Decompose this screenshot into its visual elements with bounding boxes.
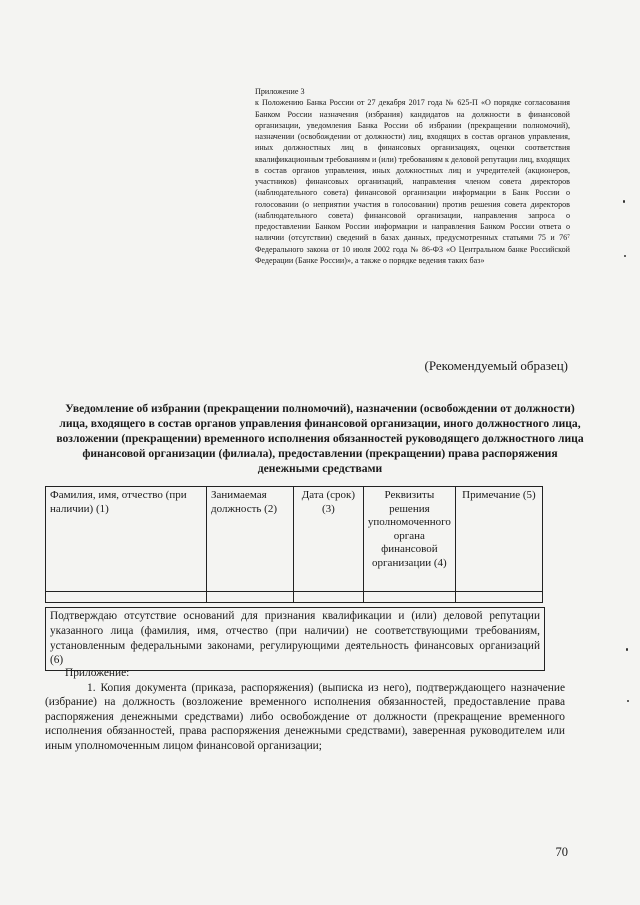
page-number: 70 bbox=[555, 845, 568, 859]
table-cell bbox=[207, 592, 294, 603]
header-note: Примечание (5) bbox=[455, 487, 542, 592]
attachment-item: 1. Копия документа (приказа, распоряжения) (выписка из него), подтверждающего назначение (избрание) на должность (возложение временного исполнения обязанностей, предоставление права распоряжения денежными средствами) либо освобождение от должности (прекращение временного исполнения обязанностей, права распоряжения денежными средствами), заверенная руководителем или иным уполномоченным лицом финансовой организации; bbox=[45, 681, 565, 752]
table-cell bbox=[455, 592, 542, 603]
appendix-title: Приложение 3 bbox=[255, 87, 305, 96]
header-position: Занимаемая должность (2) bbox=[207, 487, 294, 592]
scan-mark bbox=[626, 648, 628, 651]
header-date: Дата (срок) (3) bbox=[293, 487, 363, 592]
confirmation-statement: Подтверждаю отсутствие оснований для признания квалификации и (или) деловой репутации указанного лица (фамилия, имя, отчество (при наличии) не соответствующими требованиям, установленным федеральными законами, регулирующими деятельность финансовых организаций (6) bbox=[45, 607, 545, 671]
appendix-text: к Положению Банка России от 27 декабря 2017 года № 625-П «О порядке согласования Банком России назначения (избрания) кандидатов на должности в финансовой организации, уведомления Банка России об избрании (прекращении полномочий), назначении (освобождении от должности) лиц, входящих в состав органов управления, иных должностных лиц в финансовых организациях, оценки соответствия квалификационным требованиям и (или) требованиям к деловой репутации лиц, входящих в состав органов управления, иных должностных лиц и учредителей (акционеров, участников) финансовых организаций, направления членом совета директоров (наблюдательного совета) финансовой организации информации в Банк России о голосовании (о неприятии участия в голосовании) против решения совета директоров (наблюдательного совета) финансовой организации, направления запроса о предоставлении Банком России информации и направления Банком России ответа о наличии (отсутствии) сведений в базах данных, предусмотренных статьями 75 и 76⁷ Федерального закона от 10 июля 2002 года № 86-ФЗ «О Центральном банке Российской Федерации (Банке России)», а также о порядке ведения таких баз» bbox=[255, 98, 570, 265]
table-cell bbox=[293, 592, 363, 603]
document-title: Уведомление об избрании (прекращении полномочий), назначении (освобождении от должности) лица, входящего в состав органов управления финансовой организации, иного должностного лица, возложении (прекращении) временного исполнения обязанностей руководящего должностного лица финансовой организации (филиала), предоставлении (прекращении) права распоряжения денежными средствами bbox=[56, 402, 584, 475]
notification-table bbox=[45, 486, 543, 603]
sample-label: (Рекомендуемый образец) bbox=[424, 358, 568, 373]
table-cell bbox=[46, 592, 207, 603]
table-cell bbox=[363, 592, 455, 603]
attachments-heading: Приложение: bbox=[65, 667, 130, 679]
scan-mark bbox=[627, 700, 629, 702]
scan-mark bbox=[623, 200, 625, 203]
header-full-name: Фамилия, имя, отчество (при наличии) (1) bbox=[46, 487, 207, 592]
table-row bbox=[46, 592, 543, 603]
header-decision-details: Реквизиты решения уполномоченного органа финансовой организации (4) bbox=[363, 487, 455, 592]
appendix-reference bbox=[255, 86, 570, 266]
attachments-section bbox=[45, 666, 565, 754]
scan-mark bbox=[624, 255, 626, 257]
table-header-row bbox=[46, 487, 543, 592]
